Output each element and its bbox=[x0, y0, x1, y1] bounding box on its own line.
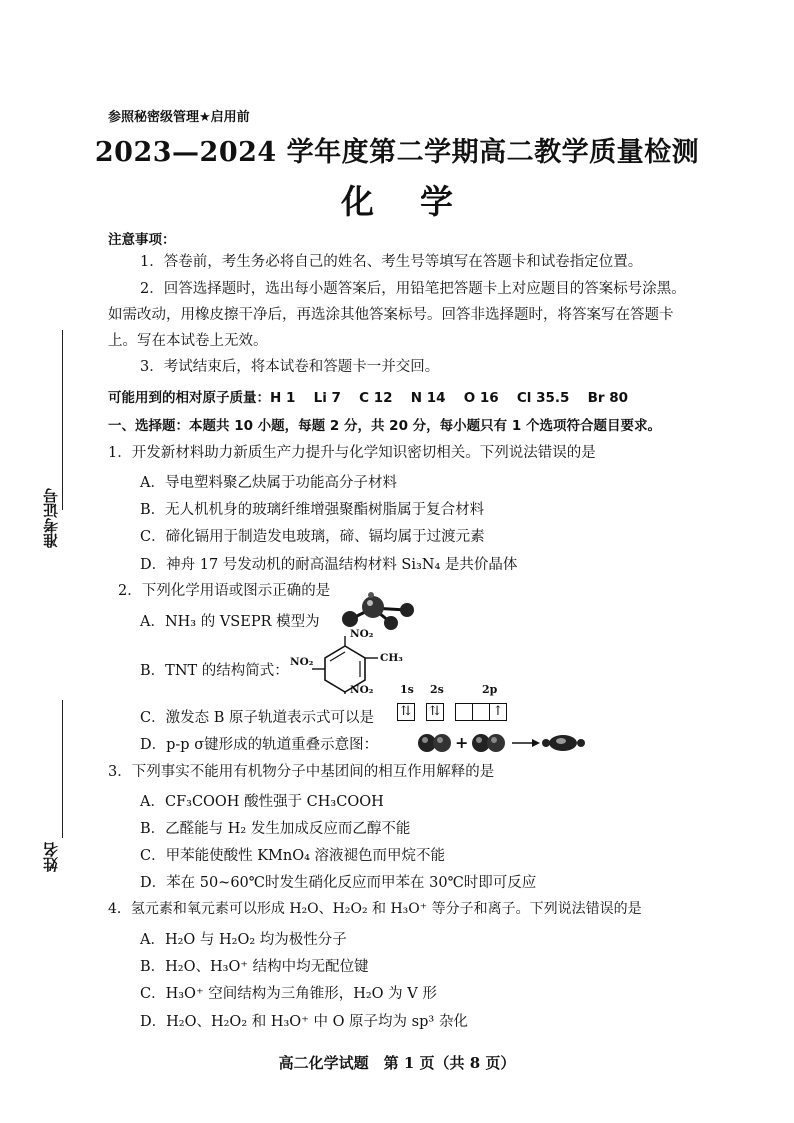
orbital-diagram bbox=[397, 701, 506, 721]
section-heading: 一、选择题：本题共 10 小题，每题 2 分，共 20 分，每小题只有 1 个选项符合题目要求。 bbox=[108, 418, 661, 434]
tnt-top-group: NO₂ bbox=[350, 628, 374, 640]
tnt-bottom-group: NO₂ bbox=[350, 684, 374, 696]
q1-option-a: A．导电塑料聚乙炔属于功能高分子材料 bbox=[140, 475, 397, 491]
q3-stem: 3．下列事实不能用有机物分子中基团间的相互作用解释的是 bbox=[108, 764, 495, 780]
q1-option-c: C．碲化镉用于制造发电玻璃，碲、镉均属于过渡元素 bbox=[140, 529, 485, 545]
side-label-name: 姓名 bbox=[42, 842, 60, 872]
exam-title: 2023—2024 学年度第二学期高二教学质量检测 bbox=[94, 137, 700, 168]
q4-stem: 4．氢元素和氧元素可以形成 H₂O、H₂O₂ 和 H₃O⁺ 等分子和离子。下列说法错误的是 bbox=[108, 901, 642, 917]
q3-option-b: B．乙醛能与 H₂ 发生加成反应而乙醇不能 bbox=[140, 821, 411, 837]
notice-heading: 注意事项： bbox=[108, 232, 176, 248]
q2-option-d: D．p-p σ键形成的轨道重叠示意图： bbox=[140, 737, 379, 753]
q1-stem: 1．开发新材料助力新质生产力提升与化学知识密切相关。下列说法错误的是 bbox=[108, 445, 596, 461]
q2-option-c: C．激发态 B 原子轨道表示式可以是 bbox=[140, 710, 374, 726]
q3-option-c: C．甲苯能使酸性 KMnO₄ 溶液褪色而甲烷不能 bbox=[140, 848, 446, 864]
q4-option-a: A．H₂O 与 H₂O₂ 均为极性分子 bbox=[140, 932, 347, 948]
notice-item-3: 3．考试结束后，将本试卷和答题卡一并交回。 bbox=[140, 359, 440, 375]
q1-option-b: B．无人机机身的玻璃纤维增强聚酯树脂属于复合材料 bbox=[140, 502, 485, 518]
q2-option-b: B．TNT 的结构简式： bbox=[140, 663, 289, 679]
atomic-masses: 可能用到的相对原子质量：H 1 Li 7 C 12 N 14 O 16 Cl 35.5 Br 80 bbox=[108, 390, 629, 406]
orbital-box-2p-2 bbox=[472, 703, 490, 721]
orbital-box-2p-1 bbox=[455, 703, 473, 721]
notice-item-2: 2．回答选择题时，选出每小题答案后，用铅笔把答题卡上对应题目的答案标号涂黑。 bbox=[140, 281, 686, 297]
side-line-exam-id bbox=[62, 330, 63, 510]
p-orbital-pair-right-icon bbox=[470, 731, 510, 755]
orbital-label-2p: 2p bbox=[482, 683, 498, 696]
page-footer: 高二化学试题 第 1 页（共 8 页） bbox=[278, 1054, 516, 1072]
q4-option-d: D．H₂O、H₂O₂ 和 H₃O⁺ 中 O 原子均为 sp³ 杂化 bbox=[140, 1014, 468, 1030]
side-label-exam-id: 准考证号 bbox=[42, 488, 60, 548]
q2-stem: 2．下列化学用语或图示正确的是 bbox=[118, 583, 331, 599]
orbital-label-2s: 2s bbox=[430, 683, 444, 696]
subject-title: 化学 bbox=[341, 182, 499, 221]
tnt-right-group: CH₃ bbox=[380, 652, 403, 664]
notice-item-2-cont: 如需改动，用橡皮擦干净后，再选涂其他答案标号。回答非选择题时，将答案写在答题卡 bbox=[108, 307, 674, 323]
notice-item-1: 1．答卷前，考生务必将自己的姓名、考生号等填写在答题卡和试卷指定位置。 bbox=[140, 254, 643, 270]
q1-option-d: D．神舟 17 号发动机的耐高温结构材料 Si₃N₄ 是共价晶体 bbox=[140, 557, 518, 573]
orbital-box-1s: ⇅ bbox=[397, 703, 415, 721]
q4-option-b: B．H₂O、H₃O⁺ 结构中均无配位键 bbox=[140, 959, 369, 975]
notice-item-2-end: 上。写在本试卷上无效。 bbox=[108, 333, 268, 349]
q3-option-a: A．CF₃COOH 酸性强于 CH₃COOH bbox=[140, 794, 384, 810]
secret-level: 参照秘密级管理★启用前 bbox=[108, 110, 250, 125]
sigma-bond-overlap-icon bbox=[510, 731, 590, 755]
orbital-label-1s: 1s bbox=[400, 683, 414, 696]
orbital-plus-sign: + bbox=[455, 733, 469, 752]
q3-option-d: D．苯在 50~60℃时发生硝化反应而甲苯在 30℃时即可反应 bbox=[140, 875, 537, 891]
q4-option-c: C．H₃O⁺ 空间结构为三角锥形，H₂O 为 V 形 bbox=[140, 986, 437, 1002]
orbital-box-2s: ⇅ bbox=[426, 703, 444, 721]
side-line-name bbox=[62, 700, 63, 838]
q2-option-a: A．NH₃ 的 VSEPR 模型为 bbox=[140, 614, 320, 630]
tnt-left-group: NO₂ bbox=[290, 656, 314, 668]
orbital-box-2p-3: ↑ bbox=[489, 703, 507, 721]
